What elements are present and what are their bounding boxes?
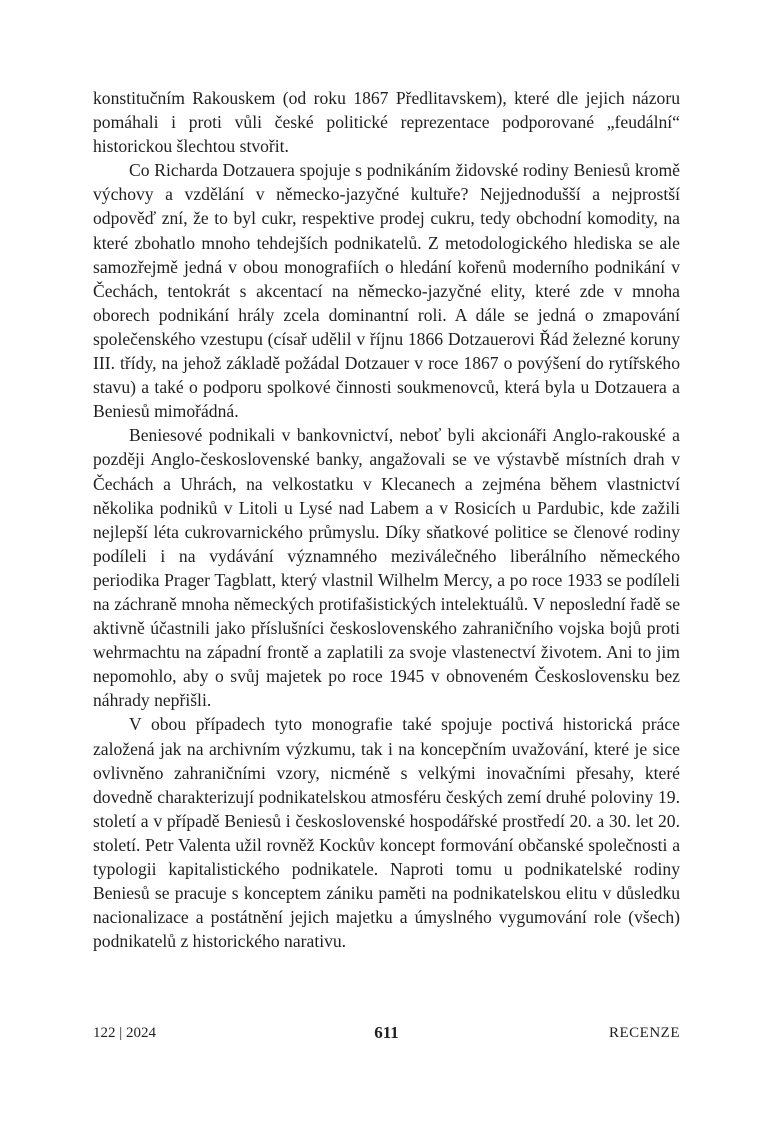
- page-footer: [93, 1023, 680, 1047]
- paragraph-2: Co Richarda Dotzauera spojuje s podnikáním židovské rodiny Beniesů kromě výchovy a vzdělání v německo-jazyčné kultuře? Nejjednodušší a nejprostší odpověď zní, že to byl cukr, respektive prodej cukru, tedy obchodní komodity, na které zbohatlo mnoho tehdejších podnikatelů. Z metodologického hlediska se ale samozřejmě jedná v obou monografiích o hledání kořenů moderního podnikání v Čechách, tentokrát s akcentací na německo-jazyčné elity, které zde v mnoha oborech podnikání hrály zcela dominantní roli. A dále se jedná o zmapování společenského vzestupu (císař udělil v říjnu 1866 Dotzauerovi Řád železné koruny III. třídy, na jehož základě požádal Dotzauer v roce 1867 o povýšení do rytířského stavu) a také o podporu spolkové činnosti soukmenovců, která byla u Dotzauera a Beniesů mimořádná.: [93, 160, 680, 422]
- section-label: RECENZE: [609, 1025, 680, 1041]
- paragraph-1: konstitučním Rakouskem (od roku 1867 Předlitavskem), které dle jejich názoru pomáhali i proti vůli české politické reprezentace podporované „feudální“ historickou šlechtou stvořit.: [93, 88, 680, 157]
- article-body: [93, 86, 680, 953]
- paragraph-4: V obou případech tyto monografie také spojuje poctivá historická práce založená jak na archivním výzkumu, tak i na koncepčním uvažování, které je sice ovlivněno zahraničními vzory, nicméně s velkými inovačními přesahy, které dovedně charakterizují podnikatelskou atmosféru českých zemí druhé poloviny 19. století a v případě Beniesů i československé hospodářské prostředí 20. a 30. let 20. století. Petr Valenta užil rovněž Kockův koncept formování občanské společnosti a typologii kapitalistického podnikatele. Naproti tomu u podnikatelské rodiny Beniesů se pracuje s konceptem zániku paměti na podnikatelskou elitu v důsledku nacionalizace a postátnění jejich majetku a úmyslného vygumování role (všech) podnikatelů z historického narativu.: [93, 714, 680, 952]
- paragraph-3: Beniesové podnikali v bankovnictví, neboť byli akcionáři Anglo-rakouské a později Anglo-československé banky, angažovali se ve výstavbě místních drah v Čechách a Uhrách, na velkostatku v Klecanech a zejména během vlastnictví několika podniků v Litoli u Lysé nad Labem a v Rosicích u Pardubic, kde zažili nejlepší léta cukrovarnického průmyslu. Díky sňatkové politice se členové rodiny podíleli i na vydávání významného meziválečného liberálního německého periodika Prager Tagblatt, který vlastnil Wilhelm Mercy, a po roce 1933 se podíleli na záchraně mnoha německých protifašistických intelektuálů. V neposlední řadě se aktivně účastnili jako příslušníci československého zahraničního vojska bojů proti wehrmachtu na západní frontě a zaplatili za svoje vlastenectví životem. Ani to jim nepomohlo, aby o svůj majetek po roce 1945 v obnoveném Československu bez náhrady nepřišli.: [93, 425, 680, 711]
- page-number: 611: [374, 1023, 399, 1042]
- issue-label: 122 | 2024: [93, 1025, 157, 1041]
